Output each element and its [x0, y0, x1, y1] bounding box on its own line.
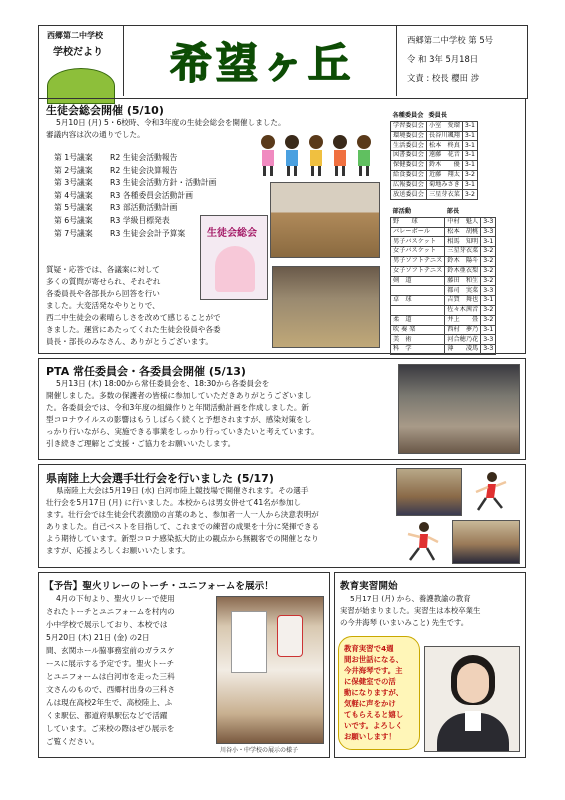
table-cell [391, 305, 445, 315]
table-row [391, 256, 496, 266]
table-cell: 三星芽衣菜 [426, 190, 462, 200]
table-cell: 3-1 [462, 151, 477, 161]
students-clipart [256, 132, 380, 178]
paragraph-line: 開催しました。多数の保護者の皆様に参加していただきありがとうございまし [46, 391, 312, 400]
table-row [391, 180, 478, 190]
agenda-item [54, 177, 216, 190]
agenda-text: R2 生徒会決算報告 [110, 165, 178, 175]
table-cell: 男子ソフトテニス [391, 256, 445, 266]
paragraph-line: んは現在高校2年生で、高校陸上、ふ [46, 698, 173, 707]
table-row [391, 296, 496, 306]
agenda-item [54, 190, 216, 203]
table-cell: 鈴木 陽斗 [445, 256, 481, 266]
paragraph-line: 間、玄関ホール脇事務室前のガラスケ [46, 646, 175, 655]
issue-info [396, 26, 527, 96]
paragraph-line: ースに展示する予定です。聖火トーチ [46, 659, 175, 668]
student-figure-icon [309, 135, 323, 176]
table-cell: 柔 道 [391, 315, 445, 325]
table-cell: 三星芽衣菜 [445, 247, 481, 257]
table-cell [391, 286, 445, 296]
bubble-line: てもらえると嬉し [344, 710, 404, 719]
table-cell: 吹 奏 楽 [391, 325, 445, 335]
table-cell: 保健委員会 [391, 160, 427, 170]
table-cell: 3-2 [481, 305, 496, 315]
table-cell: 薄 凌馬 [445, 345, 481, 355]
paragraph-line: 員長・部長のみなさん、ありがとうございます。 [46, 337, 213, 346]
table-cell: 美 術 [391, 335, 445, 345]
issue-number: 西郷第二中学校 第 5号 [407, 35, 494, 45]
table-row [391, 315, 496, 325]
bubble-line: 教育実習で4週 [344, 644, 394, 653]
paragraph-line: 5月20日 (木) 21日 (金) の2日 [46, 633, 150, 642]
paragraph-line: 引き続きご理解とご支援・ご協力をお願いいたします。 [46, 439, 236, 448]
paragraph-line: よう期待しています。新型コロナ感染拡大防止の観点から無観客での開催となり [46, 534, 319, 543]
table-cell: 小室 愛瑠 [426, 121, 462, 131]
table-cell: 3-1 [481, 325, 496, 335]
paragraph-line: とユニフォームは白河市を走った三科 [46, 672, 175, 681]
table-cell: 学習委員会 [391, 121, 427, 131]
bubble-line: お願いします！ [344, 732, 396, 741]
gym-assembly-photo [272, 266, 380, 348]
agenda-number: 第 5号議案 [54, 203, 93, 213]
table-cell: 3-1 [462, 121, 477, 131]
agenda-item [54, 228, 216, 241]
table-cell: 相馬 知明 [445, 237, 481, 247]
table-cell: 吉賀 舞也 [445, 296, 481, 306]
agenda-item [54, 152, 216, 165]
send-off-photo [396, 468, 462, 516]
student-figure-icon [357, 135, 371, 176]
table-row [391, 305, 496, 315]
table-cell: バレーボール [391, 227, 445, 237]
agenda-text: R2 生徒会活動報告 [110, 153, 178, 162]
table-cell: 3-1 [462, 180, 477, 190]
torch-display-photo [216, 596, 324, 744]
table-cell: 給食委員会 [391, 170, 427, 180]
table-cell: 生活委員会 [391, 141, 427, 151]
paragraph-line: きました。運営にあたってくれた生徒会役員や各委 [46, 325, 221, 334]
paragraph-line: 小中学校で展示しており、本校では [46, 620, 168, 629]
table-cell: 都司 実菜 [445, 286, 481, 296]
table-row [391, 247, 496, 257]
send-off-photo [452, 520, 520, 564]
table-cell: 西村 夢乃 [445, 325, 481, 335]
table-row [391, 131, 478, 141]
table-cell: 3-2 [481, 247, 496, 257]
agenda-number: 第 3号議案 [54, 178, 93, 188]
agenda-text: R3 生徒会会計予算案 [110, 228, 186, 238]
student-figure-icon [285, 135, 299, 176]
table-cell: 井上 畳 [445, 315, 481, 325]
table-cell: 広報委員会 [391, 180, 427, 190]
table-header: 委員長 [428, 112, 447, 120]
table-cell: 菊地みさき [426, 180, 462, 190]
agenda-text: R3 学級目標発表 [110, 215, 170, 225]
newsletter-label: 学校だより [53, 47, 103, 58]
uniform-image [277, 615, 303, 657]
bubble-line: 動になりますが、 [344, 688, 404, 697]
bubble-line: 気軽に声をかけ [344, 699, 396, 708]
masthead [131, 30, 393, 92]
table-cell: 3-3 [481, 335, 496, 345]
bubble-line: いです。よろしく [344, 721, 403, 730]
table-row [391, 151, 478, 161]
collar-shape [465, 711, 481, 731]
table-cell: 3-3 [481, 217, 496, 227]
issue-date: 令 和 3年 5月18日 [407, 54, 479, 64]
paragraph-line: 審議内容は次の通りでした。 [46, 130, 145, 139]
newsletter-title: 希望ヶ丘 [169, 39, 354, 88]
table-row [391, 266, 496, 276]
paragraph-line: しています。ご来校の際はぜひ展示を [46, 724, 175, 733]
table-cell: 3-3 [481, 345, 496, 355]
agenda-number: 第 2号議案 [54, 165, 93, 175]
school-badge [39, 26, 124, 96]
paragraph-line: 5月10日 (月) 5・6校時、令和3年度の生徒会総会を開催しました。 [56, 118, 286, 127]
table-header: 各種委員会 [392, 112, 424, 120]
paragraph-line: 各委員長や各部長から回答を行い [46, 289, 160, 298]
table-row [391, 325, 496, 335]
pta-meeting-photo [398, 364, 520, 454]
table-cell: 近藤 翔太 [426, 170, 462, 180]
runner-clipart-icon [470, 470, 510, 514]
paragraph-line: 4月の下旬より、聖火リレーで使用 [56, 594, 175, 603]
agenda-number: 第 4号議案 [54, 190, 93, 200]
table-cell: 3-1 [481, 237, 496, 247]
table-cell: 放送委員会 [391, 190, 427, 200]
paragraph-line: た。各委員会では、令和3年度の組織作りと年間活動計画を作成しました。新 [46, 403, 310, 412]
agenda-text: R3 部活動活動計画 [110, 203, 178, 213]
assembly-stage-photo [270, 182, 380, 258]
table-cell: 男子バスケット [391, 237, 445, 247]
assembly-poster-image [200, 215, 268, 300]
table-cell: 3-1 [462, 141, 477, 151]
table-cell: 3-2 [481, 315, 496, 325]
table-cell: 女子ソフトテニス [391, 266, 445, 276]
table-cell: 野 球 [391, 217, 445, 227]
paragraph-line: 県南陸上大会は5月19日 (水) 白河市陸上競技場で開催されます。その選手 [56, 486, 309, 495]
paragraph-line: されたトーチとユニフォームを村内の [46, 607, 175, 616]
section-title: 生徒会総会開催 (5/10) [46, 104, 164, 117]
student-figure-icon [333, 135, 347, 176]
table-cell: 3-3 [481, 227, 496, 237]
table-row [391, 345, 496, 355]
table-row [391, 276, 496, 286]
table-row [391, 190, 478, 200]
poster-illustration [215, 246, 255, 292]
table-cell: 科 学 [391, 345, 445, 355]
table-row [391, 227, 496, 237]
table-cell: 3-2 [462, 190, 477, 200]
table-cell: 環境委員会 [391, 131, 427, 141]
table-cell: 3-2 [481, 256, 496, 266]
table-cell: 遠藤 花音 [426, 151, 462, 161]
section-title: 教育実習開始 [340, 581, 398, 592]
table-cell: 女子バスケット [391, 247, 445, 257]
agenda-text: R3 生徒会活動方針・活動計画 [110, 178, 217, 188]
table-row [391, 335, 496, 345]
table-cell: 鈴木 優 [426, 160, 462, 170]
table-cell: 剣 道 [391, 276, 445, 286]
paragraph-line: の今井海琴 (いまいみこと) 先生です。 [340, 618, 469, 627]
agenda-item [54, 165, 216, 178]
table-cell: 卓 球 [391, 296, 445, 306]
table-cell: 佐々木茜音 [445, 305, 481, 315]
paragraph-line: 型コロナウイルスの影響はもうしばらく続くと予想されますが、感染対策をし [46, 415, 312, 424]
runner-clipart-icon [404, 520, 444, 564]
paragraph-line: 文さんのもので、西郷村出身の三科さ [46, 685, 175, 694]
agenda-number: 第 6号議案 [54, 215, 93, 225]
table-row [391, 121, 478, 131]
photo-caption: 川谷小・中学校の展示の様子 [220, 747, 299, 754]
bubble-line: に保健室での活 [344, 677, 396, 686]
table-cell: 中村 魁人 [445, 217, 481, 227]
table-cell: 3-2 [462, 170, 477, 180]
table-row [391, 217, 496, 227]
club-table [390, 208, 496, 355]
agenda-number: 第 1号議案 [54, 153, 93, 162]
agenda-number: 第 7号議案 [54, 228, 93, 238]
paragraph-line: 実習が始まりました。実習生は本校卒業生 [340, 606, 481, 615]
table-cell: 3-1 [462, 131, 477, 141]
section-title: 【予告】聖火リレーのトーチ・ユニフォームを展示！ [44, 581, 274, 592]
agenda-text: R3 各種委員会活動計画 [110, 190, 194, 200]
table-cell: 3-1 [481, 296, 496, 306]
table-row [391, 237, 496, 247]
issue-author: 文責 : 校長 櫻田 涉 [407, 73, 480, 83]
paragraph-line: くま駅伝、都道府県駅伝などで活躍 [46, 711, 168, 720]
table-cell: 藤田 和生 [445, 276, 481, 286]
poster-title: 生徒会総会 [207, 228, 257, 239]
committee-table [390, 112, 478, 200]
bubble-line: 今井海琴です。主 [344, 666, 403, 675]
table-cell: 河合穂乃花 [445, 335, 481, 345]
table-cell: 図書委員会 [391, 151, 427, 161]
paragraph-line: ます。壮行会では生徒会代表激励の言葉のあと、参加者一人一人から決意表明が [46, 510, 319, 519]
table-header: 部長 [446, 208, 460, 216]
agenda-item [54, 215, 216, 228]
face-shape [457, 663, 489, 703]
table-cell: 鈴木亜衣梨 [445, 266, 481, 276]
school-name: 西郷第二中学校 [47, 31, 103, 40]
paragraph-line: ありました。自己ベストを目指して、これまでの練習の成果を十分に発揮できる [46, 522, 320, 531]
table-row [391, 286, 496, 296]
speech-bubble [338, 636, 420, 750]
table-row [391, 170, 478, 180]
student-figure-icon [261, 135, 275, 176]
section-title: PTA 常任委員会・各委員会開催 (5/13) [46, 365, 246, 378]
paragraph-line: 西二中生徒会の素晴らしさを改めて感じることがで [46, 313, 221, 322]
newsletter-header [38, 25, 528, 99]
table-row [391, 141, 478, 151]
paragraph-line: 質疑・応答では、各議案に対して [46, 265, 160, 274]
table-cell: 3-2 [481, 276, 496, 286]
poster-board [231, 611, 267, 673]
bubble-line: 間お世話になる、 [344, 655, 404, 664]
paragraph-line: ました。大変活発なやりとりで、 [46, 301, 160, 310]
paragraph-line: っかり行いながら、実施できる事業をしっかり行っていきたいと考えています。 [46, 427, 319, 436]
table-cell: 3-2 [481, 266, 496, 276]
paragraph-line: ご覧ください。 [46, 737, 100, 746]
table-cell: 3-3 [481, 286, 496, 296]
table-cell: 松本 胡桃 [445, 227, 481, 237]
agenda-list [54, 152, 216, 240]
table-cell: 松本 柊真 [426, 141, 462, 151]
trainee-portrait-photo [424, 646, 520, 752]
paragraph-line: 5月17日 (月) から、養護教諭の教育 [350, 594, 471, 603]
paragraph-line: 壮行会を5月17日 (月) に行いました。本校からは男女併せて41名が参加し [46, 498, 302, 507]
table-cell: 長谷川颯翔 [426, 131, 462, 141]
table-header: 部活動 [392, 208, 412, 216]
paragraph-line: ますが、応援よろしくお願いいたします。 [46, 546, 190, 555]
paragraph-line: 多くの質問が寄せられ、それぞれ [46, 277, 161, 286]
agenda-item [54, 202, 216, 215]
table-row [391, 160, 478, 170]
paragraph-line: 5月13日 (木) 18:00から常任委員会を、18:30から各委員会を [56, 379, 270, 388]
table-cell: 3-1 [462, 160, 477, 170]
section-title: 県南陸上大会選手壮行会を行いました (5/17) [46, 472, 274, 485]
